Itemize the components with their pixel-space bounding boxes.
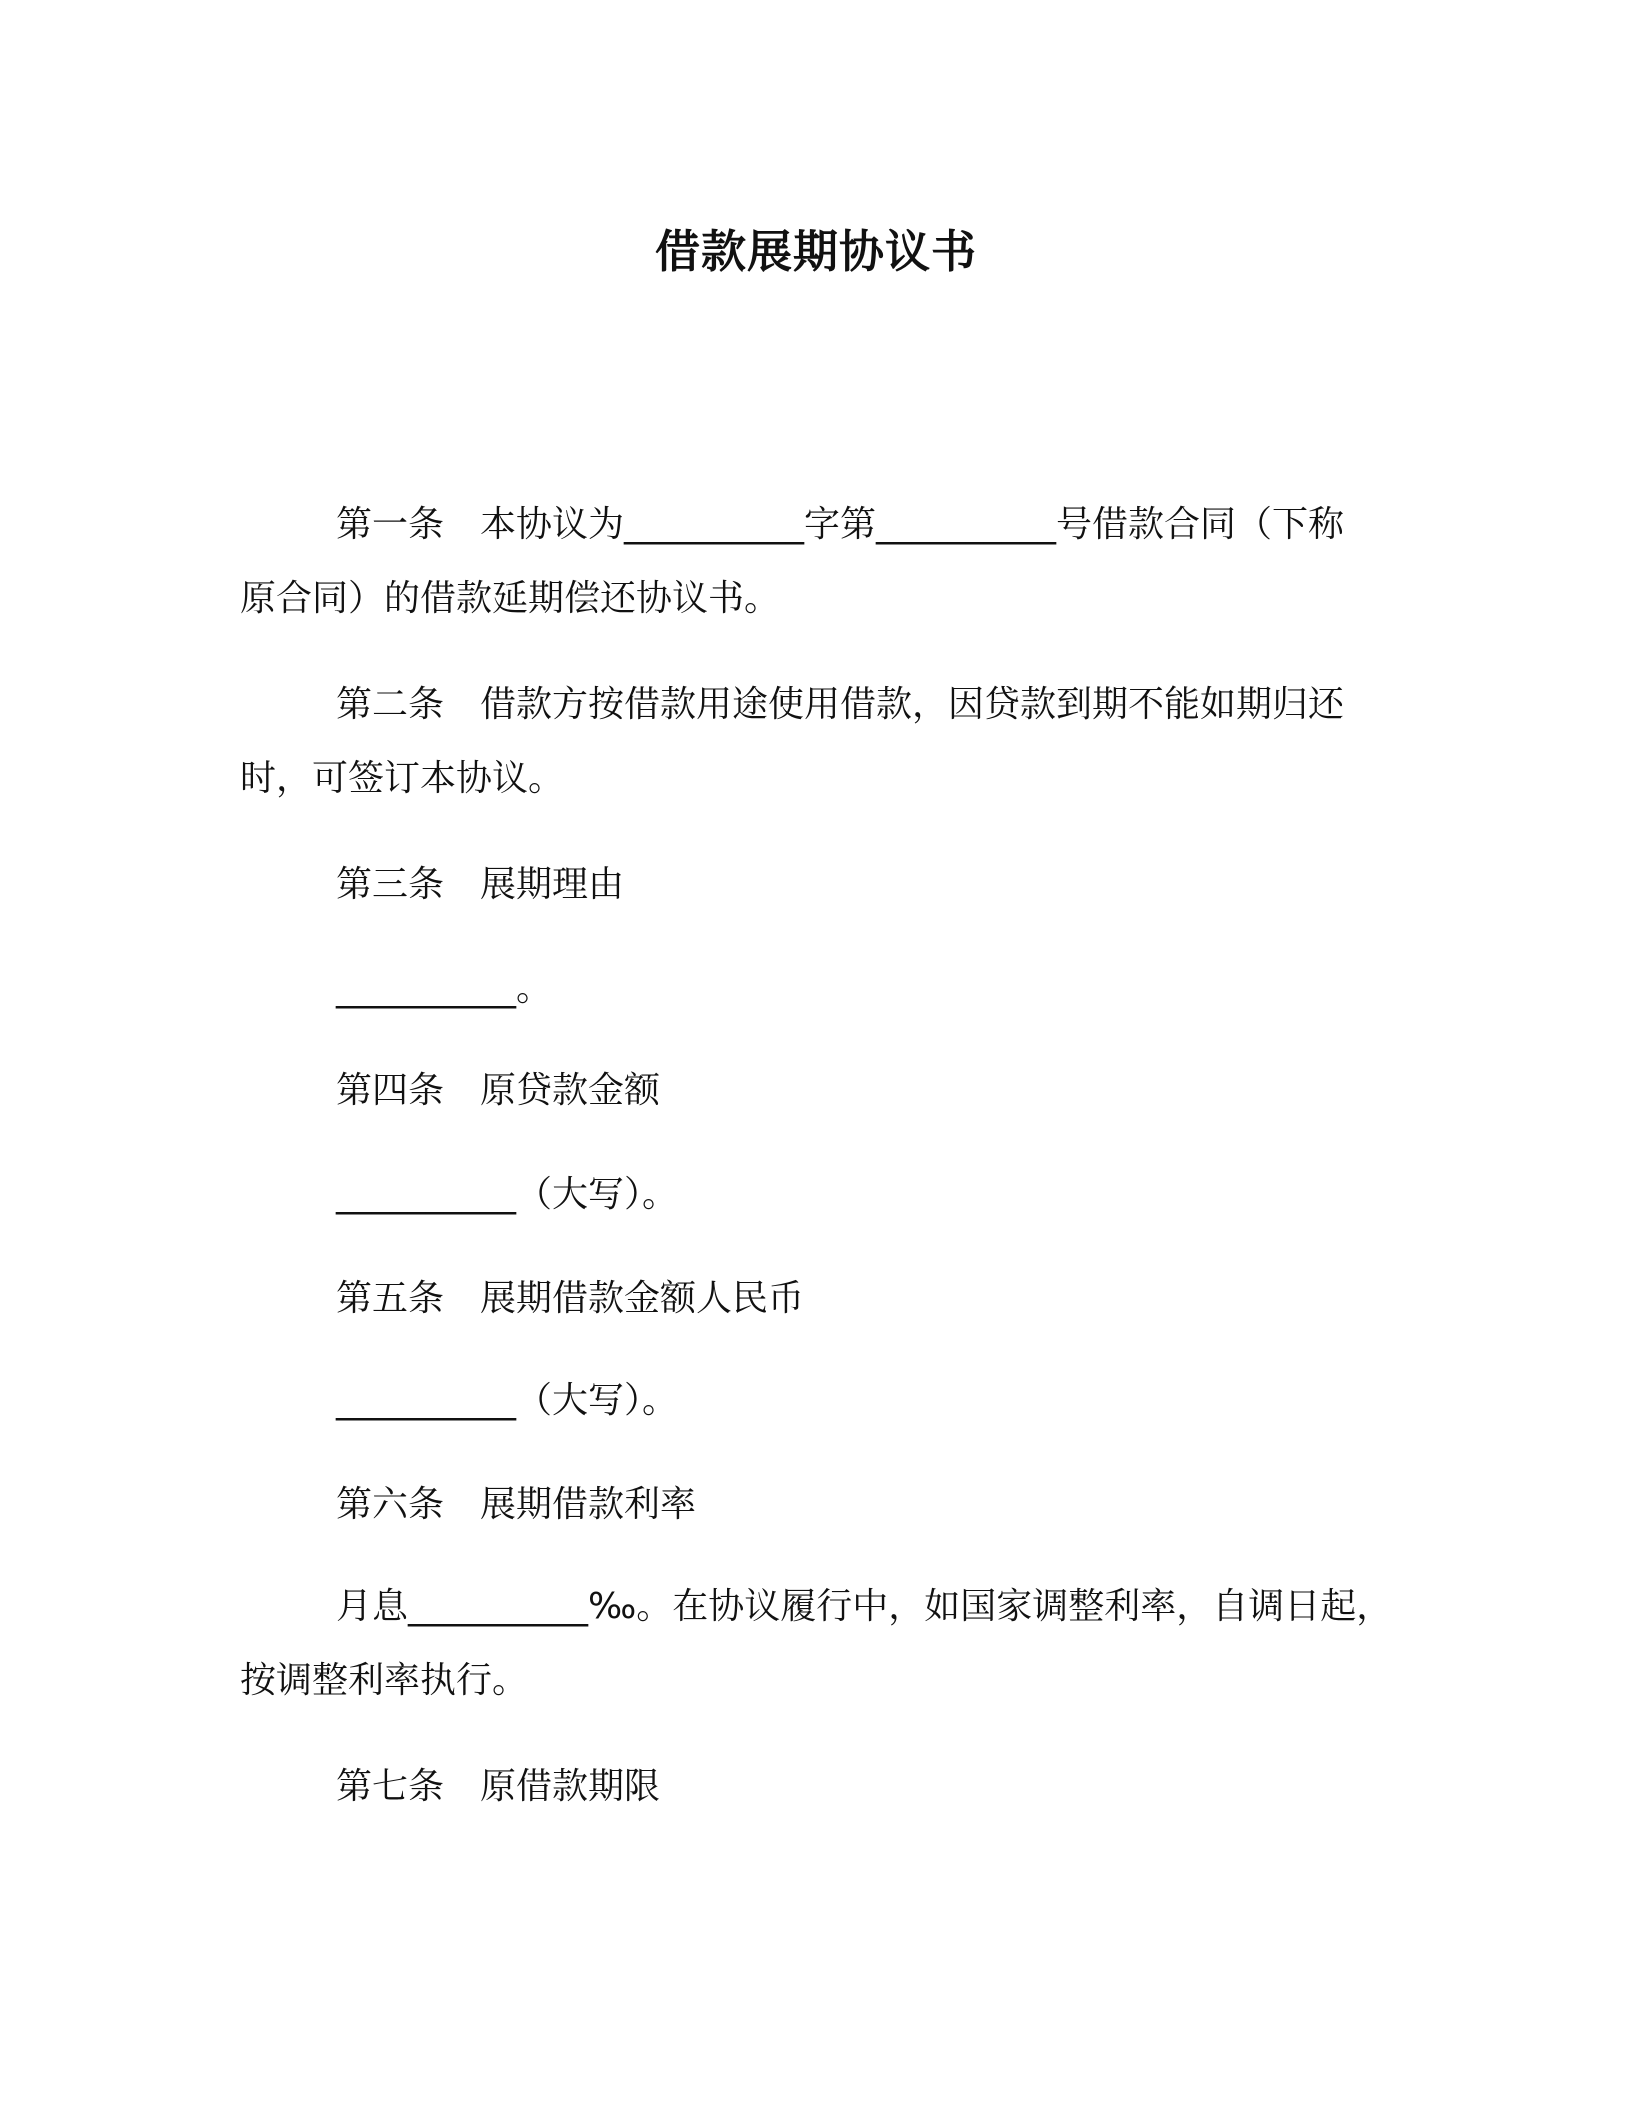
- article-5-blank: __________（大写）。: [336, 1380, 679, 1421]
- article-1-line-2: 原合同）的借款延期偿还协议书。: [240, 578, 781, 619]
- article-5-heading: 第五条 展期借款金额人民币: [336, 1278, 805, 1319]
- article-3-blank: __________。: [336, 968, 553, 1009]
- article-4-heading: 第四条 原贷款金额: [336, 1070, 661, 1111]
- document-title: 借款展期协议书: [654, 225, 977, 278]
- article-4-blank: __________（大写）。: [336, 1174, 679, 1215]
- article-1-line-1: 第一条 本协议为__________字第__________号借款合同（下称: [336, 504, 1345, 545]
- article-7-heading: 第七条 原借款期限: [336, 1766, 661, 1807]
- article-3-heading: 第三条 展期理由: [336, 864, 625, 905]
- article-2-line-1: 第二条 借款方按借款用途使用借款，因贷款到期不能如期归还: [336, 684, 1345, 725]
- article-2-line-2: 时，可签订本协议。: [240, 758, 565, 799]
- article-6-line-2: 按调整利率执行。: [240, 1660, 529, 1701]
- article-6-line-1: 月息__________‰。在协议履行中，如国家调整利率，自调日起，: [336, 1586, 1393, 1627]
- article-6-heading: 第六条 展期借款利率: [336, 1484, 697, 1525]
